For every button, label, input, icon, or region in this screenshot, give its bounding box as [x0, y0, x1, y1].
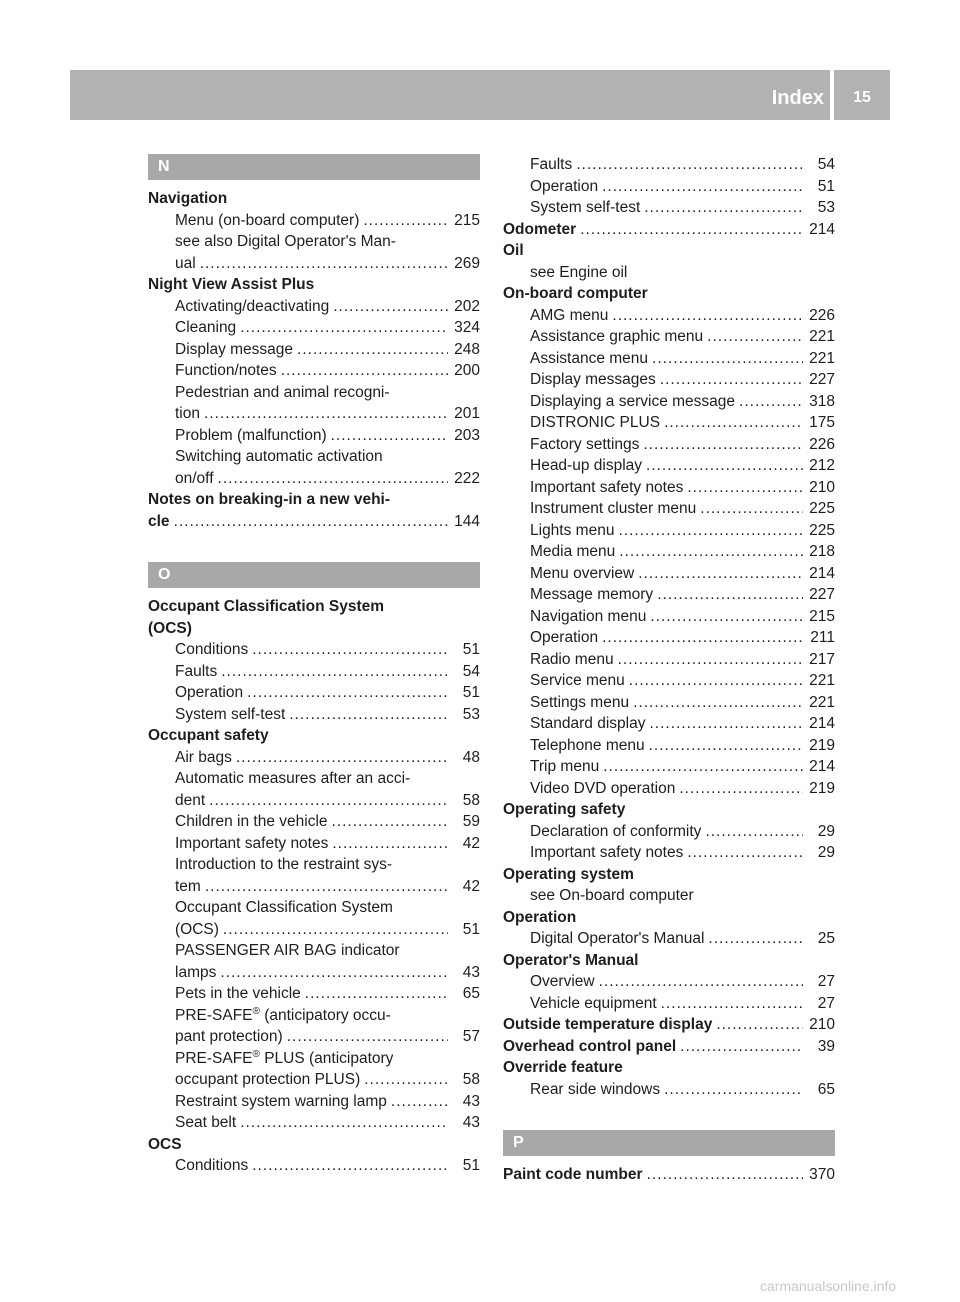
index-entry: Pedestrian and animal recogni- [175, 383, 390, 401]
index-entry: Restraint system warning lamp ..... 43 [148, 1091, 480, 1113]
index-entry: Operation ..... 211 [503, 627, 835, 649]
index-heading: Notes on breaking-in a new vehi- [148, 491, 391, 508]
index-entry: System self-test ..... 53 [503, 197, 835, 219]
index-heading: Operating system [503, 865, 634, 883]
index-entry: Assistance menu ..... 221 [503, 348, 835, 370]
index-entry: Introduction to the restraint sys- [175, 856, 393, 873]
index-entry: Operation ..... 51 [503, 176, 835, 198]
index-entry: Navigation menu ..... 215 [503, 606, 835, 628]
index-entry: Assistance graphic menu ..... 221 [503, 326, 835, 348]
index-heading: (OCS) [148, 619, 192, 637]
index-entry: Seat belt ..... 43 [148, 1112, 480, 1134]
index-entry: Vehicle equipment ..... 27 [503, 993, 835, 1015]
index-entry: Operation ..... 51 [148, 682, 480, 704]
index-entry: see also Digital Operator's Man- [175, 233, 396, 250]
index-entry: tion ..... 201 [148, 403, 480, 425]
index-entry: Important safety notes ..... 42 [148, 833, 480, 855]
index-entry: Cleaning ..... 324 [148, 317, 480, 339]
index-entry: Service menu ..... 221 [503, 670, 835, 692]
index-entry: Radio menu ..... 217 [503, 649, 835, 671]
index-column-right [503, 154, 835, 1186]
index-entry: lamps ..... 43 [148, 962, 480, 984]
index-heading: Operating safety [503, 801, 626, 818]
index-entry: Menu overview ..... 214 [503, 563, 835, 585]
index-entry: Air bags ..... 48 [148, 747, 480, 769]
index-entry: PASSENGER AIR BAG indicator [175, 942, 400, 959]
index-entry: Declaration of conformity ..... 29 [503, 821, 835, 843]
index-entry: occupant protection PLUS) ..... 58 [148, 1069, 480, 1091]
letter-heading-o: O [148, 562, 480, 588]
index-entry: AMG menu ..... 226 [503, 305, 835, 327]
registered-mark: ® [252, 1005, 260, 1017]
index-entry: Lights menu ..... 225 [503, 520, 835, 542]
index-entry: Problem (malfunction) ..... 203 [148, 425, 480, 447]
index-entry: Important safety notes ..... 210 [503, 477, 835, 499]
index-entry: Overview ..... 27 [503, 971, 835, 993]
index-entry: Standard display ..... 214 [503, 713, 835, 735]
index-entry: PRE-SAFE® PLUS (anticipatory [175, 1048, 394, 1067]
index-entry: Pets in the vehicle ..... 65 [148, 983, 480, 1005]
index-entry: DISTRONIC PLUS ..... 175 [503, 412, 835, 434]
index-heading: Odometer ..... 214 [503, 219, 835, 241]
index-entry: dent ..... 58 [148, 790, 480, 812]
page-title: Index [771, 87, 824, 109]
index-entry: Display messages ..... 227 [503, 369, 835, 391]
index-entry: (OCS) ..... 51 [148, 919, 480, 941]
index-entry: Children in the vehicle ..... 59 [148, 811, 480, 833]
index-heading: Paint code number ..... 370 [503, 1164, 835, 1186]
index-entry: see On-board computer [530, 887, 694, 904]
index-heading: Outside temperature display ..... 210 [503, 1014, 835, 1036]
index-heading: Oil [503, 242, 524, 259]
index-entry: Conditions ..... 51 [148, 1155, 480, 1177]
index-entry: PRE-SAFE® (anticipatory occu- [175, 1005, 391, 1024]
index-heading: OCS [148, 1135, 182, 1153]
letter-heading-n: N [148, 154, 480, 180]
index-entry: Faults ..... 54 [148, 661, 480, 683]
index-entry: pant protection) ..... 57 [148, 1026, 480, 1048]
index-entry: Function/notes ..... 200 [148, 360, 480, 382]
index-heading: Occupant Classification System [148, 598, 385, 615]
index-entry: cle ..... 144 [148, 511, 480, 533]
index-entry: Activating/deactivating ..... 202 [148, 296, 480, 318]
index-heading: Override feature [503, 1059, 623, 1076]
index-heading: Overhead control panel ..... 39 [503, 1036, 835, 1058]
index-entry: Factory settings ..... 226 [503, 434, 835, 456]
page-number: 15 [853, 89, 871, 106]
index-entry: Message memory ..... 227 [503, 584, 835, 606]
index-entry: Display message ..... 248 [148, 339, 480, 361]
registered-mark: ® [252, 1048, 260, 1060]
index-entry: Instrument cluster menu ..... 225 [503, 498, 835, 520]
index-entry: Video DVD operation ..... 219 [503, 778, 835, 800]
index-entry: see Engine oil [530, 263, 628, 281]
index-entry: Important safety notes ..... 29 [503, 842, 835, 864]
index-entry: ual ..... 269 [148, 253, 480, 275]
index-heading: Night View Assist Plus [148, 276, 315, 293]
index-heading: Operator's Manual [503, 951, 639, 969]
index-entry: Automatic measures after an acci- [175, 770, 411, 787]
index-entry: System self-test ..... 53 [148, 704, 480, 726]
index-entry: Menu (on-board computer) ..... 215 [148, 210, 480, 232]
index-heading: Operation [503, 908, 577, 926]
index-entry: Faults ..... 54 [503, 154, 835, 176]
index-heading: Navigation [148, 190, 228, 207]
index-entry: Rear side windows ..... 65 [503, 1079, 835, 1101]
watermark: carmanualsonline.info [760, 1278, 897, 1294]
index-entry: on/off ..... 222 [148, 468, 480, 490]
letter-heading-p: P [503, 1130, 835, 1156]
index-entry: Media menu ..... 218 [503, 541, 835, 563]
index-entry: Conditions ..... 51 [148, 639, 480, 661]
index-entry: Head-up display ..... 212 [503, 455, 835, 477]
index-heading: On-board computer [503, 285, 648, 302]
index-entry: Displaying a service message ..... 318 [503, 391, 835, 413]
index-entry: tem ..... 42 [148, 876, 480, 898]
index-entry: Trip menu ..... 214 [503, 756, 835, 778]
index-entry: Switching automatic activation [175, 448, 383, 465]
index-entry: Settings menu ..... 221 [503, 692, 835, 714]
index-entry: Occupant Classification System [175, 899, 393, 916]
index-column-left [148, 154, 480, 1177]
index-entry: Telephone menu ..... 219 [503, 735, 835, 757]
index-entry: Digital Operator's Manual ..... 25 [503, 928, 835, 950]
index-heading: Occupant safety [148, 727, 269, 744]
